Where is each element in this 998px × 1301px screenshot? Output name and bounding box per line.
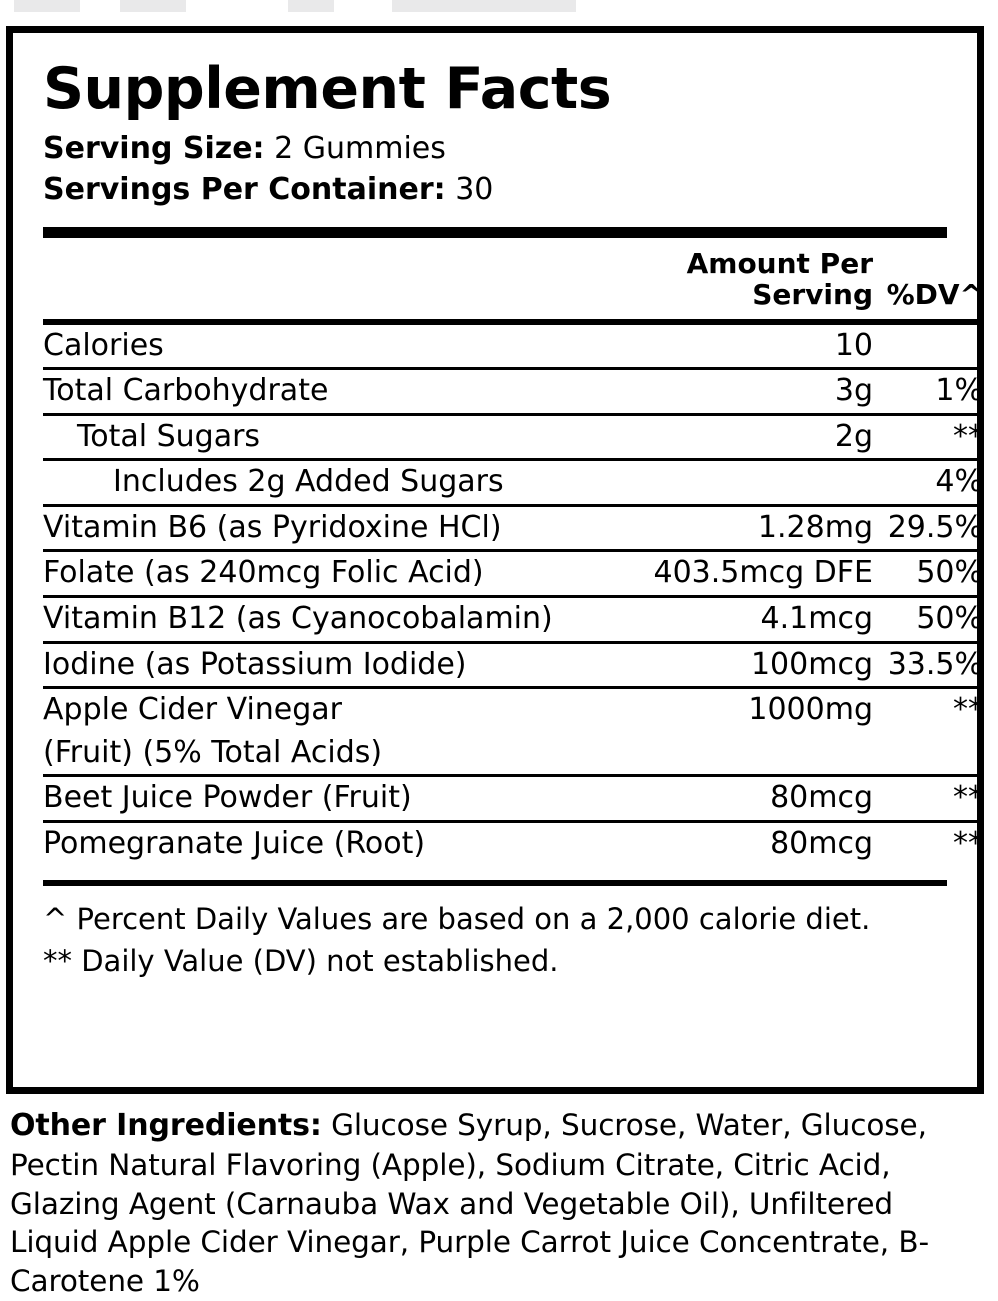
footnote-daily-values: ^ Percent Daily Values are based on a 2,000 calorie diet.	[43, 901, 871, 936]
table-row	[43, 505, 983, 551]
row-amount: 403.5mcg DFE	[603, 551, 873, 597]
row-amount: 10	[603, 322, 873, 369]
servings-per-container-label: Servings Per Container:	[43, 172, 446, 208]
row-dv: 29.5%	[873, 505, 983, 551]
row-dv: 50%	[873, 597, 983, 643]
table-row	[43, 688, 983, 732]
row-amount: 80mcg	[603, 776, 873, 822]
row-name: Beet Juice Powder (Fruit)	[43, 776, 603, 822]
servings-per-container-line	[43, 169, 947, 210]
row-dv: 33.5%	[873, 642, 983, 688]
top-scan-artifacts	[0, 0, 998, 14]
footnote-dv-not-established: ** Daily Value (DV) not established.	[43, 943, 559, 978]
other-ingredients-label: Other Ingredients:	[10, 1108, 322, 1143]
row-amount: 100mcg	[603, 642, 873, 688]
row-amount: 2g	[603, 414, 873, 460]
row-dv: 1%	[873, 369, 983, 415]
table-row	[43, 776, 983, 822]
table-row	[43, 369, 983, 415]
row-dv	[873, 732, 983, 776]
row-name: Vitamin B12 (as Cyanocobalamin)	[43, 597, 603, 643]
row-name: Iodine (as Potassium Iodide)	[43, 642, 603, 688]
row-amount: 1.28mg	[603, 505, 873, 551]
footnotes	[43, 880, 947, 982]
header-amount-per-serving: Amount Per Serving	[686, 246, 873, 312]
row-dv: 50%	[873, 551, 983, 597]
row-amount	[603, 732, 873, 776]
table-row	[43, 460, 983, 506]
scan-artifact	[120, 0, 186, 12]
row-name: Apple Cider Vinegar	[43, 688, 603, 732]
table-row	[43, 414, 983, 460]
serving-size-line	[43, 128, 947, 169]
row-dv: **	[873, 822, 983, 866]
serving-size-value: 2 Gummies	[274, 131, 446, 166]
other-ingredients-text: Glucose Syrup, Sucrose, Water, Glucose, Pectin Natural Flavoring (Apple), Sodium Citrate, Citric Acid, Glazing Agent (Carnauba Wax and Vegetable Oil), Unfiltered Liquid Apple Cider Vinegar, Purple Carrot Juice Concentrate, B-Carotene 1%	[10, 1108, 930, 1299]
scan-artifact	[288, 0, 334, 12]
row-name: Vitamin B6 (as Pyridoxine HCl)	[43, 505, 603, 551]
row-dv	[873, 322, 983, 369]
row-dv: **	[873, 776, 983, 822]
row-amount: 3g	[603, 369, 873, 415]
header-percent-dv: %DV^	[886, 278, 983, 312]
supplement-facts-panel	[6, 26, 984, 1094]
row-name: (Fruit) (5% Total Acids)	[43, 734, 383, 770]
row-name-text: Includes 2g Added Sugars	[113, 464, 504, 500]
table-header-row	[43, 238, 983, 322]
divider-thick	[43, 227, 947, 238]
row-amount: 1000mg	[603, 688, 873, 732]
row-dv: **	[873, 414, 983, 460]
table-row	[43, 732, 983, 776]
serving-size-label: Serving Size:	[43, 131, 265, 166]
scan-artifact	[14, 0, 80, 12]
header-blank	[43, 238, 603, 322]
other-ingredients	[10, 1106, 988, 1301]
page-title: Supplement Facts	[43, 56, 612, 122]
scan-artifact	[392, 0, 576, 12]
row-name: Folate (as 240mcg Folic Acid)	[43, 551, 603, 597]
table-row	[43, 551, 983, 597]
row-name: Calories	[43, 322, 603, 369]
row-name-text: Total Sugars	[77, 418, 261, 454]
row-amount: 80mcg	[603, 822, 873, 866]
row-name	[43, 460, 603, 506]
nutrition-table	[43, 238, 983, 866]
row-name: Total Carbohydrate	[43, 369, 603, 415]
table-row	[43, 322, 983, 369]
row-name: Pomegranate Juice (Root)	[43, 822, 603, 866]
table-row	[43, 642, 983, 688]
row-amount: 4.1mcg	[603, 597, 873, 643]
row-name	[43, 414, 603, 460]
row-dv: **	[873, 688, 983, 732]
row-dv: 4%	[873, 460, 983, 506]
table-row	[43, 597, 983, 643]
table-row	[43, 822, 983, 866]
servings-per-container-value: 30	[455, 172, 494, 208]
row-amount	[603, 460, 873, 506]
